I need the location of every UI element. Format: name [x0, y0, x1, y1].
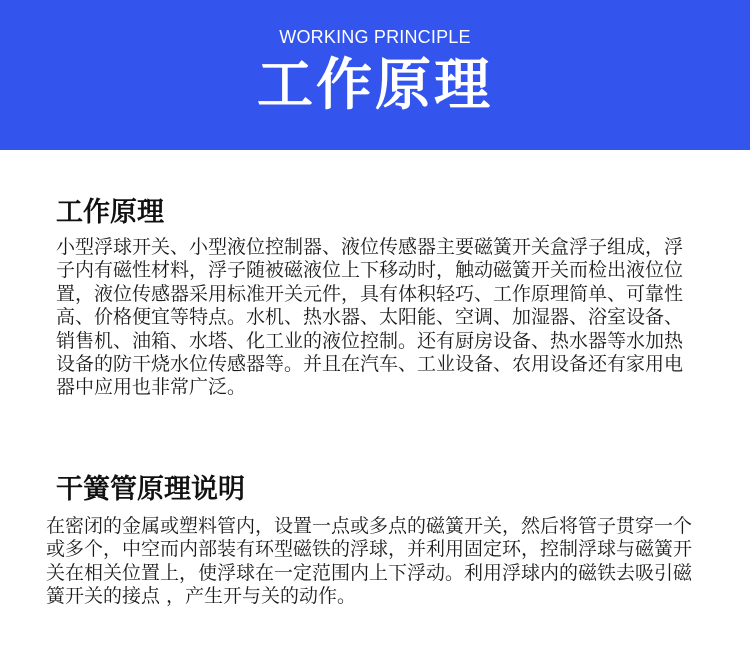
- section-heading: 工作原理: [56, 197, 164, 228]
- section-heading: 干簧管原理说明: [56, 474, 245, 505]
- header-banner: [0, 0, 750, 150]
- section-body: 小型浮球开关、小型液位控制器、液位传感器主要磁簧开关盒浮子组成，浮子内有磁性材料，浮子随被磁液位上下移动时，触动磁簧开关而检出液位位置，液位传感器采用标准开关元件，具有体积轻巧、工作原理简单、可靠性高、价格便宜等特点。水机、热水器、太阳能、空调、加湿器、浴室设备、销售机、油箱、水塔、化工业的液位控制。还有厨房设备、热水器等水加热设备的防干烧水位传感器等。并且在汽车、工业设备、农用设备还有家用电器中应用也非常广泛。: [56, 236, 684, 399]
- banner-subtitle: WORKING PRINCIPLE: [279, 27, 471, 47]
- section-body: 在密闭的金属或塑料管内，设置一点或多点的磁簧开关，然后将管子贯穿一个或多个，中空而内部装有环型磁铁的浮球，并利用固定环，控制浮球与磁簧开关在相关位置上，使浮球在一定范围内上下浮动。利用浮球内的磁铁去吸引磁簧开关的接点 ，产生开与关的动作。: [46, 515, 693, 608]
- banner-title: 工作原理: [257, 53, 493, 118]
